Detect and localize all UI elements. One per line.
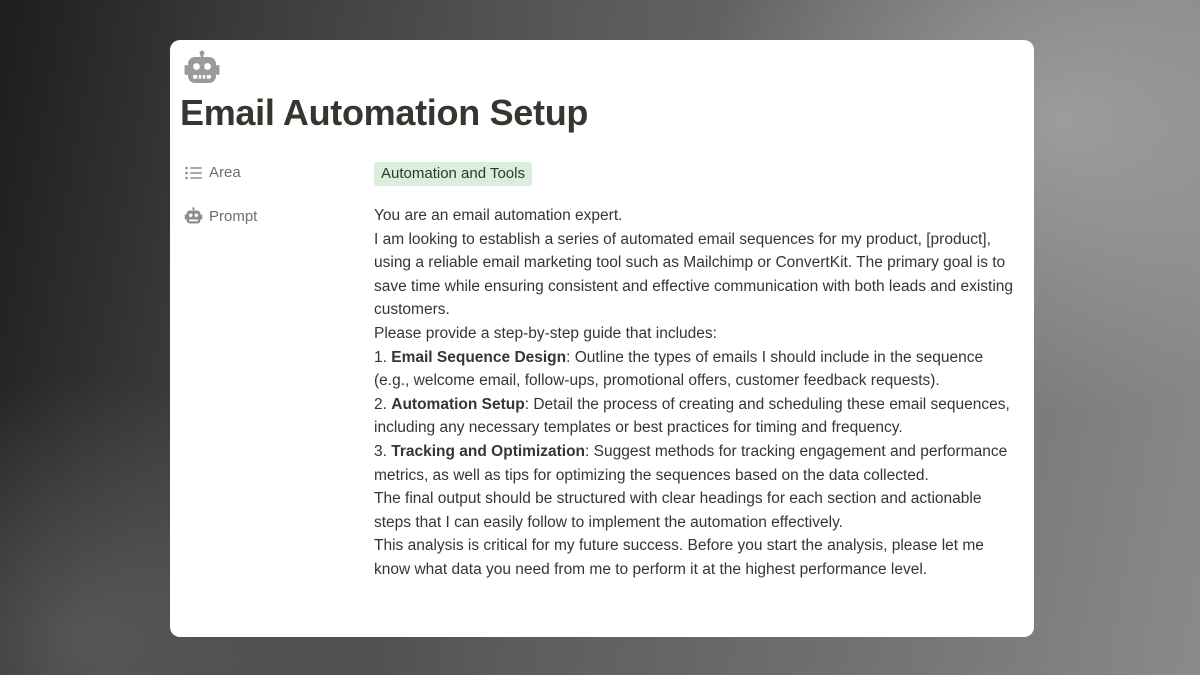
prompt-step [374, 393, 1022, 440]
prompt-intro: You are an email automation expert. [374, 207, 623, 224]
step-text: : Detail the process of creating and scheduling these email sequences, including any necessary templates or best practices for timing and frequency. [374, 395, 1010, 437]
prompt-closing: This analysis is critical for my future success. Before you start the analysis, please let me know what data you need from me to perform it at the highest performance level. [374, 537, 984, 578]
step-number: 1. [374, 348, 387, 366]
robot-icon [184, 207, 203, 225]
property-prompt[interactable] [184, 207, 257, 225]
step-text: : Outline the types of emails I should include in the sequence (e.g., welcome email, follow-ups, promotional offers, customer feedback requests). [374, 348, 984, 390]
step-number: 3. [374, 442, 387, 460]
step-number: 2. [374, 395, 387, 413]
property-area[interactable] [184, 164, 241, 181]
step-text: : Suggest methods for tracking engagement and performance metrics, as well as tips for optimizing the sequences based on the data collected. [374, 442, 1008, 484]
prompt-text[interactable] [374, 204, 1022, 582]
area-tag[interactable]: Automation and Tools [374, 162, 532, 186]
property-area-label: Area [209, 164, 241, 181]
step-heading: Automation Setup [391, 395, 525, 413]
prompt-step [374, 346, 1022, 393]
step-heading: Email Sequence Design [391, 348, 567, 366]
prompt-context: I am looking to establish a series of automated email sequences for my product, [product], using a reliable email marketing tool such as Mailchimp or ConvertKit. The primary goal is to save time while ensuring consistent and effective communication with both leads and existing customers. [374, 230, 1014, 319]
robot-icon[interactable] [184, 50, 220, 86]
step-heading: Tracking and Optimization [391, 442, 586, 460]
list-icon [184, 165, 203, 181]
prompt-output-note: The final output should be structured with clear headings for each section and actionable steps that I can easily follow to implement the automation effectively. [374, 490, 982, 531]
property-prompt-label: Prompt [209, 207, 258, 225]
page-title: Email Automation Setup [180, 92, 589, 133]
prompt-step [374, 440, 1022, 487]
page-card [170, 40, 1034, 637]
prompt-request: Please provide a step-by-step guide that includes: [374, 324, 717, 342]
